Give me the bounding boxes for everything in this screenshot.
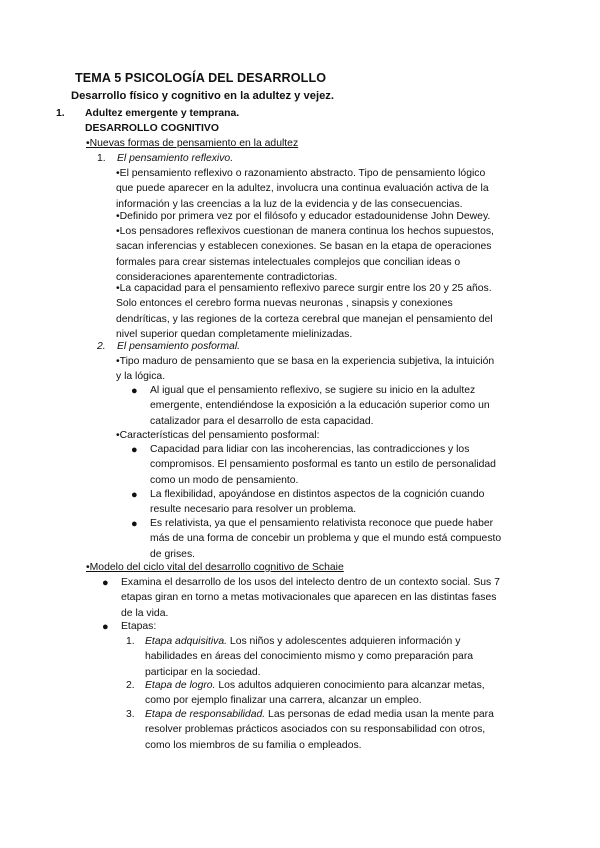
page-subtitle: Desarrollo físico y cognitivo en la adultez y vejez. — [71, 90, 334, 102]
etapa-number: 3. — [126, 709, 135, 720]
reflexivo-paragraph-3: •Los pensadores reflexivos cuestionan de manera continua los hechos supuestos, sacan inferencias y establecen conexiones. Se basan en la etapa de operaciones formales para crear sistemas intelectuales complejos que concilian ideas o consideraciones aparentemente contradictorias. — [116, 226, 494, 284]
bullet-icon: ● — [131, 518, 138, 530]
caracteristica-1: Capacidad para lidiar con las incoherencias, las contradicciones y los compromisos. El pensamiento posformal es tanto un estilo de personalidad como un modo de pensamiento. — [150, 444, 496, 486]
etapa-name: Etapa adquisitiva. — [145, 636, 228, 647]
reflexivo-paragraph-4: •La capacidad para el pensamiento reflexivo parece surgir entre los 20 y 25 años. Solo entonces el cerebro forma nuevas neuronas , sinapsis y conexiones dendríticas, y las regiones de la corteza cerebral que manejan el pensamiento del nivel superior quedan completamente mielinizadas. — [116, 283, 493, 341]
etapa-1: Etapa adquisitiva. Los niños y adolescentes adquieren información y habilidades en áreas del conocimiento mismo y como preparación para participar en la sociedad. — [145, 636, 474, 678]
etapa-name: Etapa de logro. — [145, 680, 216, 691]
section-number: 1. — [56, 108, 65, 119]
page-title: TEMA 5 PSICOLOGÍA DEL DESARROLLO — [75, 71, 327, 85]
item2-title: El pensamiento posformal. — [117, 341, 241, 352]
section-heading: Adultez emergente y temprana. — [85, 108, 240, 119]
reflexivo-paragraph-1: •El pensamiento reflexivo o razonamiento abstracto. Tipo de pensamiento lógico que puede aparecer en la adultez, involucra una continua evaluación activa de la información y las creencias a la luz de la evidencia y de las consecuencias. — [116, 168, 489, 210]
item1-title: El pensamiento reflexivo. — [117, 153, 234, 164]
caracteristica-2: La flexibilidad, apoyándose en distintos aspectos de la cognición cuando resulte necesario para resolver un problema. — [150, 489, 485, 516]
bullet-icon: ● — [131, 385, 138, 397]
caracteristicas-heading: •Características del pensamiento posformal: — [116, 430, 320, 441]
bullet-icon: ● — [102, 621, 109, 633]
bullet-icon: ● — [131, 489, 138, 501]
etapa-number: 1. — [126, 636, 135, 647]
etapa-2: Etapa de logro. Los adultos adquieren conocimiento para alcanzar metas, como por ejemplo finalizar una carrera, alcanzar un empleo. — [145, 680, 485, 707]
schaie-bullet-1: Examina el desarrollo de los usos del intelecto dentro de un contexto social. Sus 7 etapas giran en torno a metas motivacionales que aparecen en las distintas fases de la vida. — [121, 577, 500, 619]
item2-number: 2. — [97, 341, 106, 352]
nuevas-formas-heading: •Nuevas formas de pensamiento en la adultez — [86, 138, 299, 149]
caracteristica-3: Es relativista, ya que el pensamiento relativista reconoce que puede haber más de una forma de concebir un problema y que el mundo está compuesto de grises. — [150, 518, 502, 560]
etapa-name: Etapa de responsabilidad. — [145, 709, 266, 720]
bullet-icon: ● — [102, 577, 109, 589]
etapa-number: 2. — [126, 680, 135, 691]
posformal-paragraph-1: •Tipo maduro de pensamiento que se basa en la experiencia subjetiva, la intuición y la lógica. — [116, 356, 495, 383]
schaie-heading: •Modelo del ciclo vital del desarrollo cognitivo de Schaie — [86, 562, 344, 573]
etapas-label: Etapas: — [121, 621, 157, 632]
item1-number: 1. — [97, 153, 106, 164]
posformal-bullet-1: Al igual que el pensamiento reflexivo, se sugiere su inicio en la adultez emergente, entendiéndose la exposición a la educación superior como un catalizador para el desarrollo de esta capacidad. — [150, 385, 490, 427]
bullet-icon: ● — [131, 444, 138, 456]
etapa-3: Etapa de responsabilidad. Las personas de edad media usan la mente para resolver problemas prácticos asociados con su responsabilidad con otros, como los miembros de su familia o empleados. — [145, 709, 494, 751]
section-subheading: DESARROLLO COGNITIVO — [85, 123, 219, 134]
reflexivo-paragraph-2: •Definido por primera vez por el filósofo y educador estadounidense John Dewey. — [116, 211, 491, 222]
